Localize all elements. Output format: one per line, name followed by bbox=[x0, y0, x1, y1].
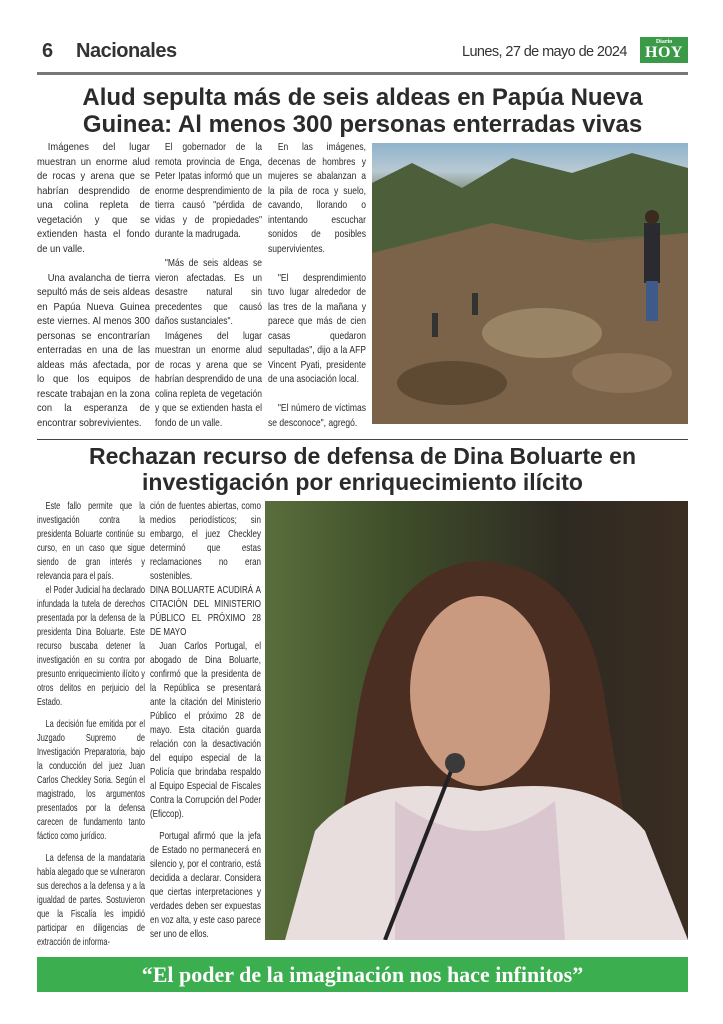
logo-small-text: Diario bbox=[655, 39, 673, 45]
paragraph: Portugal afirmó que la jefa de Estado no permanecerá en silencio y, por el contrario, está decidida a declarar. Considera que ciertas interpretaciones y verdades deben ser expuestas en voz alta, y este caso parece ser uno de ellos. bbox=[150, 831, 261, 940]
article1-column-2 bbox=[155, 141, 262, 433]
paragraph: Juan Carlos Portugal, el abogado de Dina Boluarte, confirmó que la presidenta de la República se presentará ante la citación del Ministerio Público el próximo 28 de mayo. Esta citación guarda relación con la desactivación del equipo especial de la Policía que brindaba respaldo al Equipo Especial de Fiscales Contra la Corrupción del Poder (Eficcop). bbox=[150, 641, 261, 820]
section-title: Nacionales bbox=[76, 40, 177, 62]
article1-column-3 bbox=[268, 141, 366, 433]
subheading: DINA BOLUARTE ACUDIRÁ A CITACIÓN DEL MINISTERIO PÚBLICO EL PRÓXIMO 28 DE MAYO bbox=[150, 585, 261, 638]
article2-headline: Rechazan recurso de defensa de Dina Boluarte en investigación por enriquecimiento ilícito bbox=[88, 443, 637, 495]
quote-banner: “El poder de la imaginación nos hace infinitos” bbox=[37, 957, 688, 992]
article1-column-1 bbox=[37, 141, 150, 433]
paragraph: Imágenes del lugar muestran un enorme alud de rocas y arena que se habrían desprendido de una colina repleta de vegetación y que se extienden hasta el fondo de un valle. bbox=[155, 330, 262, 429]
paragraph: "Más de seis aldeas se vieron afectadas. Es un desastre natural sin precedentes que causó daños sustanciales". bbox=[155, 258, 262, 327]
article-divider bbox=[37, 439, 688, 440]
article2-column-1 bbox=[37, 500, 145, 950]
landslide-illustration bbox=[372, 143, 688, 424]
boluarte-photo bbox=[265, 501, 688, 940]
logo-big-text: HOY bbox=[645, 44, 683, 61]
paragraph: Este fallo permite que la investigación contra la presidenta Boluarte continúe su curso, en un caso que sigue siendo de gran interés y relevancia para el país. bbox=[37, 501, 145, 582]
header-rule bbox=[37, 72, 688, 75]
issue-date: Lunes, 27 de mayo de 2024 bbox=[462, 44, 627, 60]
paragraph: Una avalancha de tierra sepultó más de seis aldeas en Papúa Nueva Guinea este viernes. Al menos 300 personas se encontrarían enterradas en una de las aldeas más afectada, por lo que los equipos de rescate trabajan en la zona con la esperanza de encontrar sobrevivientes. bbox=[37, 272, 150, 429]
paragraph: En las imágenes, decenas de hombres y mujeres se abalanzan a la pila de roca y suelo, cavando, llorando o intentando escuchar sonidos de posibles supervivientes. bbox=[268, 142, 366, 255]
article1-headline-box bbox=[37, 84, 688, 140]
article2-column-2 bbox=[150, 500, 261, 950]
paragraph: el Poder Judicial ha declarado infundada la tutela de derechos presentada por la defensa de la presidenta Dina Boluarte. Este recurso buscaba detener la investigación en su contra por presunto enriquecimiento ilícito y otros delitos en perjuicio del Estado. bbox=[37, 585, 145, 708]
newspaper-logo bbox=[640, 37, 688, 63]
landslide-photo bbox=[372, 143, 688, 424]
paragraph: Imágenes del lugar muestran un enorme alud de rocas y arena que se habrían desprendido de una colina repleta de vegetación y que se extienden hasta el fondo de un valle. bbox=[37, 142, 150, 255]
portrait-illustration bbox=[265, 501, 688, 940]
paragraph: "El número de víctimas se desconoce", agregó. bbox=[268, 403, 366, 429]
paragraph: "El desprendimiento tuvo lugar alrededor de las tres de la mañana y parece que más de cien casas quedaron sepultadas", dijo a la AFP Vincent Pyati, presidente de una asociación local. bbox=[268, 272, 366, 385]
paragraph: La decisión fue emitida por el Juzgado Supremo de Investigación Preparatoria, bajo la conducción del juez Juan Carlos Checkley Soria. Según el magistrado, los argumentos presentados por la defensa carecen de fundamento tanto fáctico como jurídico. bbox=[37, 719, 145, 842]
paragraph: ción de fuentes abiertas, como medios periodísticos; sin embargo, el juez Checkley determinó que estas reclamaciones no eran sostenibles. bbox=[150, 501, 261, 582]
article1-headline: Alud sepulta más de seis aldeas en Papúa Nueva Guinea: Al menos 300 personas enterradas vivas bbox=[82, 84, 643, 138]
paragraph: La defensa de la mandataria había alegado que se vulneraron sus derechos a la defensa y a la igualdad de partes. Sostuvieron que la Fiscalía les impidió participar en diligencias de extracción de informa- bbox=[37, 853, 145, 948]
article2-headline-box bbox=[37, 443, 688, 497]
paragraph: El gobernador de la remota provincia de Enga, Peter Ipatas informó que un enorme desprendimiento de tierra causó "pérdida de vidas y de propiedades" durante la madrugada. bbox=[155, 142, 262, 240]
page-number: 6 bbox=[42, 40, 54, 62]
